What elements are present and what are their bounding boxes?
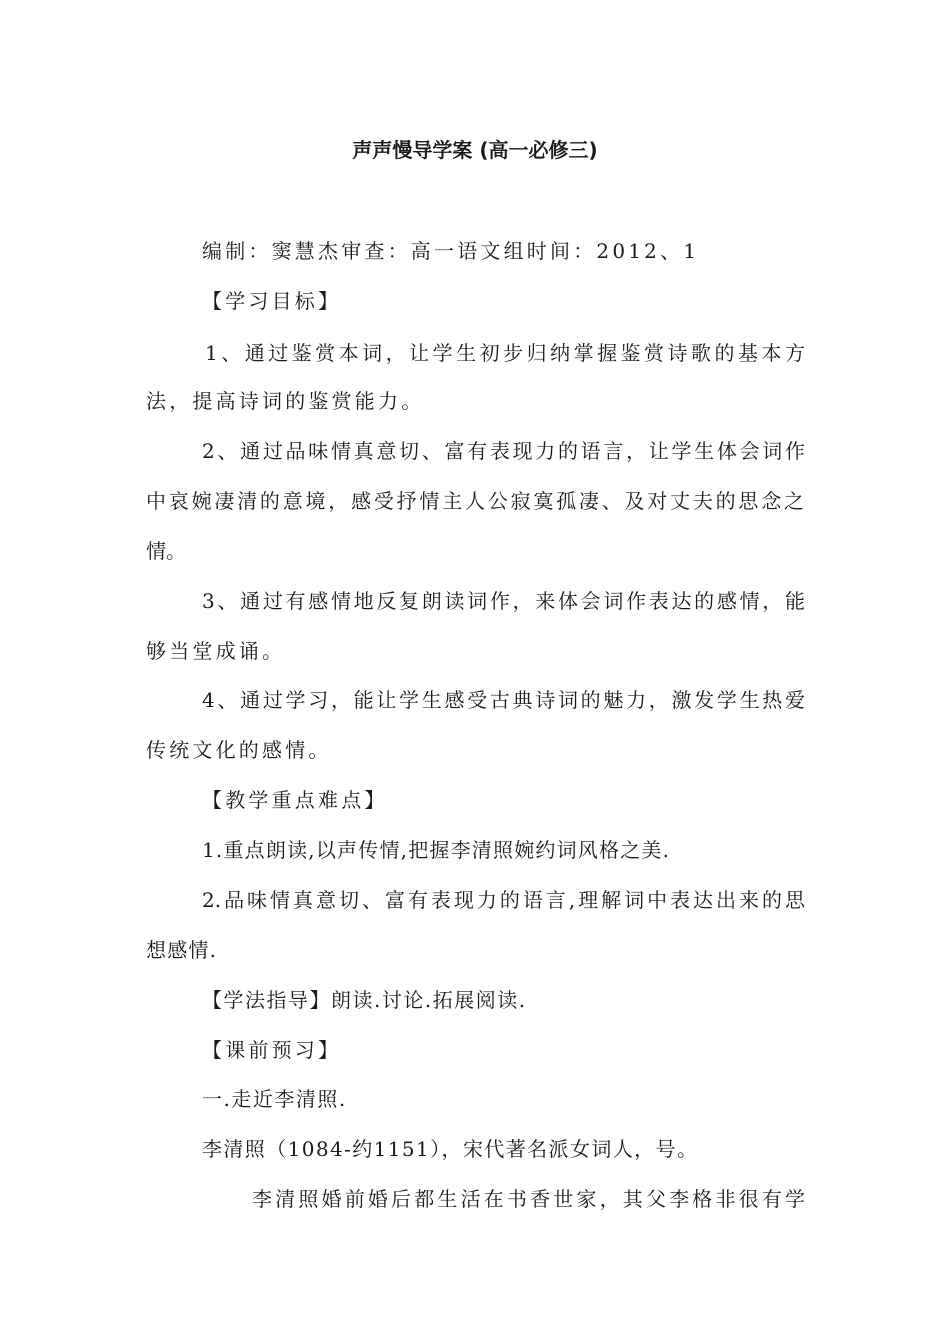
bio-line-2: 李清照婚前婚后都生活在书香世家，其父李格非很有学 [252, 1187, 805, 1211]
method-line: 【学法指导】朗读.讨论.拓展阅读. [202, 988, 527, 1012]
goal-2-line-1: 2、通过品味情真意切、富有表现力的语言，让学生体会词作 [202, 439, 805, 463]
goal-2-line-3: 情。 [146, 539, 186, 563]
goal-4-line-1: 4、通过学习，能让学生感受古典诗词的魅力，激发学生热爱 [202, 688, 805, 712]
preview-heading: 【课前预习】 [202, 1038, 342, 1062]
credits-line: 编制：窦慧杰审查：高一语文组时间：2012、1 [202, 239, 700, 263]
goal-3-line-2: 够当堂成诵。 [146, 639, 286, 663]
preview-item-1: 一.走近李清照. [202, 1087, 347, 1111]
goals-heading: 【学习目标】 [202, 289, 342, 313]
goal-2-line-2: 中哀婉凄清的意境，感受抒情主人公寂寞孤凄、及对丈夫的思念之 [146, 489, 804, 513]
keypoints-heading: 【教学重点难点】 [202, 788, 388, 812]
goal-1-line-2: 法，提高诗词的鉴赏能力。 [146, 389, 425, 413]
keypoint-2-line-1: 2.品味情真意切、富有表现力的语言,理解词中表达出来的思 [202, 888, 805, 912]
document-title: 声声慢导学案 (高一必修三) [352, 138, 598, 162]
goal-3-line-1: 3、通过有感情地反复朗读词作，来体会词作表达的感情，能 [202, 589, 805, 613]
keypoint-2-line-2: 想感情. [146, 938, 218, 962]
goal-1-line-1: 1、通过鉴赏本词，让学生初步归纳掌握鉴赏诗歌的基本方 [205, 341, 805, 365]
keypoint-1: 1.重点朗读,以声传情,把握李清照婉约词风格之美. [202, 838, 671, 862]
bio-line: 李清照（1084-约1151），宋代著名派女词人，号。 [202, 1137, 699, 1161]
goal-4-line-2: 传统文化的感情。 [146, 738, 332, 762]
